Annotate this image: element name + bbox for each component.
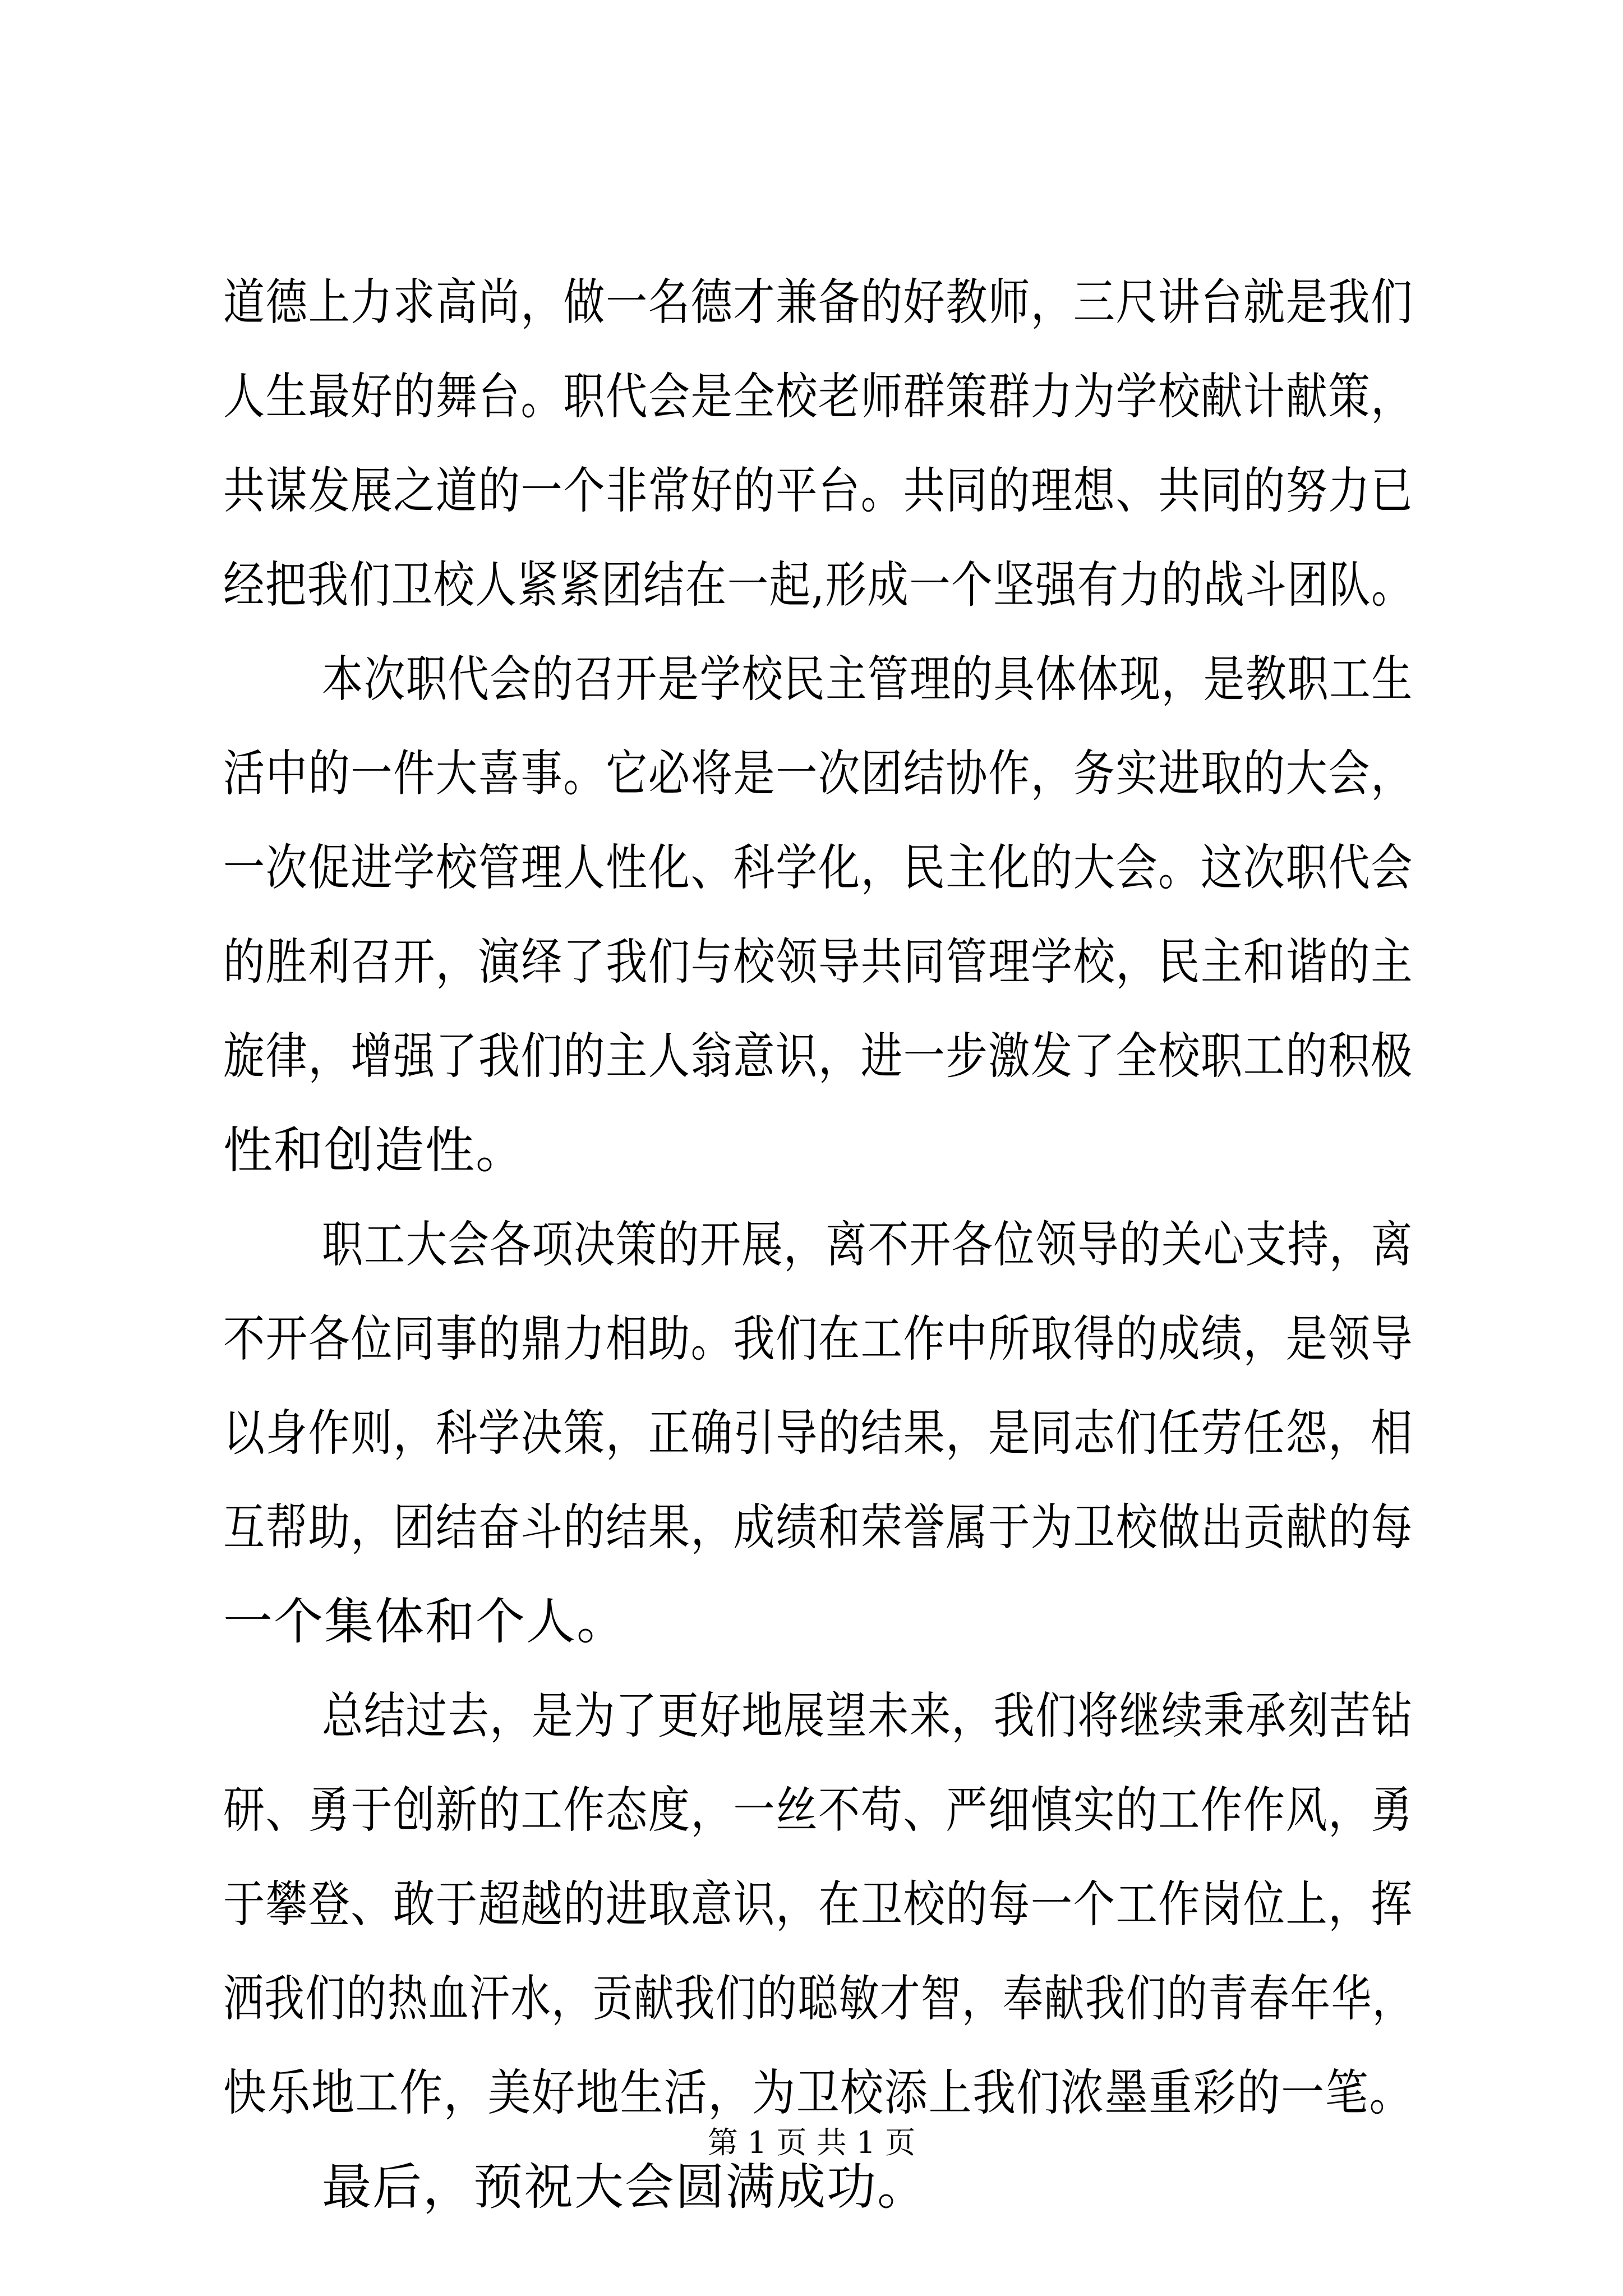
text-line-12: 不开各位同事的鼎力相助。我们在工作中所取得的成绩，是领导 — [223, 1310, 1413, 1368]
page-footer: 第 1 页 共 1 页 — [707, 2125, 916, 2160]
text-line-10: 性和创造性。 — [223, 1121, 527, 1179]
text-line-1: 道德上力求高尚，做一名德才兼备的好教师，三尺讲台就是我们 — [223, 273, 1413, 331]
document-body — [223, 255, 1413, 2234]
text-line-14: 互帮助，团结奋斗的结果，成绩和荣誉属于为卫校做出贡献的每 — [223, 1498, 1413, 1556]
text-line-2: 人生最好的舞台。职代会是全校老师群策群力为学校献计献策， — [223, 367, 1413, 425]
text-line-4: 经把我们卫校人紧紧团结在一起,形成一个坚强有力的战斗团队。 — [223, 556, 1413, 614]
text-line-15: 一个集体和个人。 — [223, 1593, 628, 1650]
text-line-13: 以身作则，科学决策，正确引导的结果，是同志们任劳任怨，相 — [223, 1404, 1413, 1462]
text-line-19: 洒我们的热血汗水，贡献我们的聪敏才智，奉献我们的青春年华， — [223, 1970, 1413, 2027]
text-line-3: 共谋发展之道的一个非常好的平台。共同的理想、共同的努力已 — [223, 462, 1413, 519]
text-line-5: 本次职代会的召开是学校民主管理的具体体现，是教职工生 — [322, 650, 1413, 708]
text-line-17: 研、勇于创新的工作态度，一丝不苟、严细慎实的工作作风，勇 — [223, 1781, 1413, 1839]
text-line-11: 职工大会各项决策的开展，离不开各位领导的关心支持，离 — [322, 1216, 1413, 1273]
text-line-18: 于攀登、敢于超越的进取意识，在卫校的每一个工作岗位上，挥 — [223, 1875, 1413, 1933]
text-line-21: 最后，预祝大会圆满成功。 — [322, 2158, 928, 2216]
text-line-16: 总结过去，是为了更好地展望未来，我们将继续秉承刻苦钻 — [322, 1687, 1413, 1745]
text-line-20: 快乐地工作，美好地生活，为卫校添上我们浓墨重彩的一笔。 — [223, 2064, 1413, 2122]
text-line-6: 活中的一件大喜事。它必将是一次团结协作，务实进取的大会， — [223, 744, 1413, 802]
text-line-9: 旋律，增强了我们的主人翁意识，进一步激发了全校职工的积极 — [223, 1027, 1413, 1085]
text-line-7: 一次促进学校管理人性化、科学化，民主化的大会。这次职代会 — [223, 839, 1413, 896]
text-line-8: 的胜利召开，演绎了我们与校领导共同管理学校，民主和谐的主 — [223, 933, 1413, 991]
